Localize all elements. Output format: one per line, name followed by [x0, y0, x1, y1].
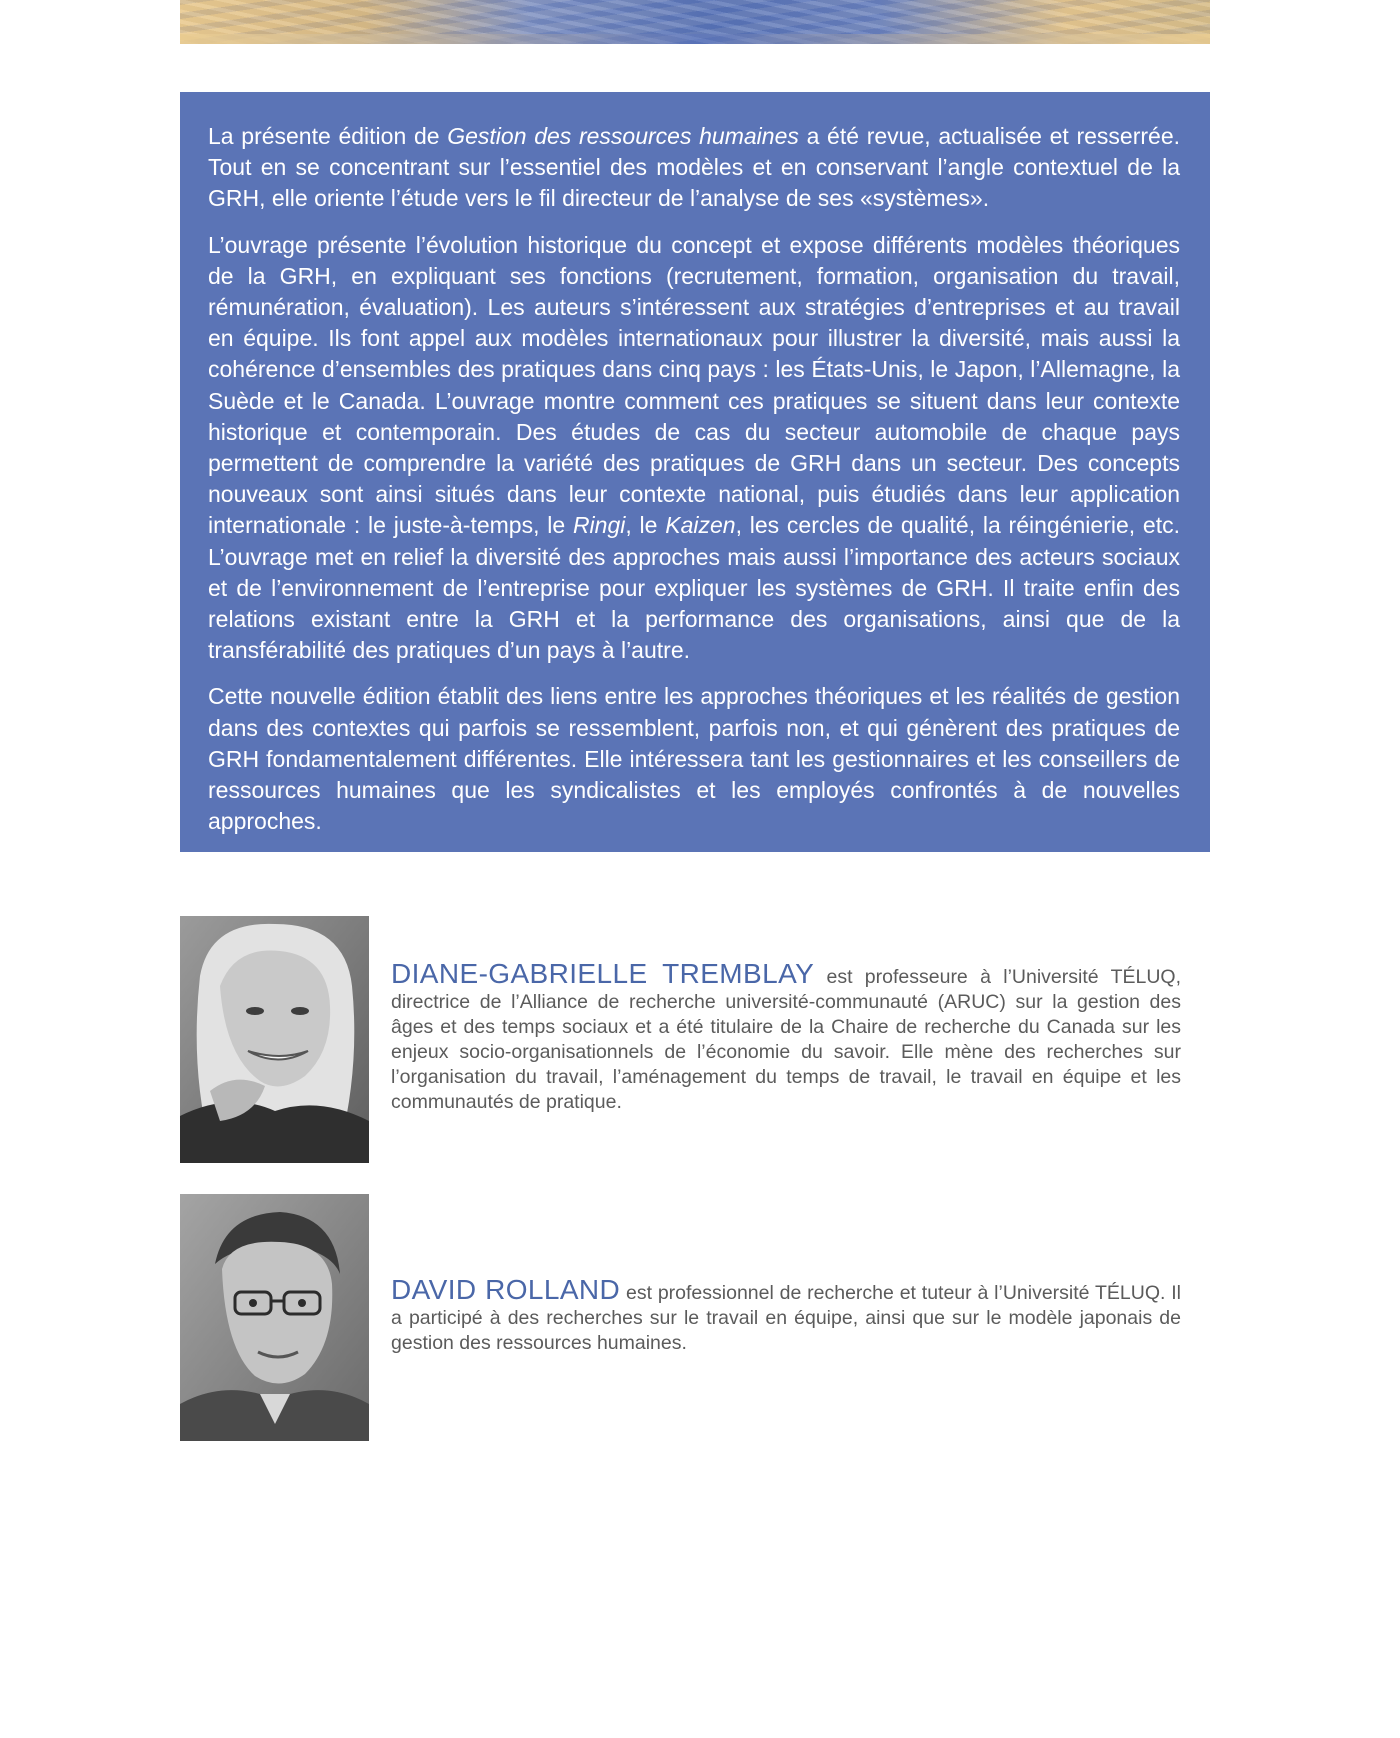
author-block-2 [180, 1194, 1210, 1441]
author-bio-text-2: est professionnel de recherche et tuteur à l’Université TÉLUQ. Il a participé à des recherches sur le travail en équipe, ainsi que sur le modèle japonais de gestion des ressources humaines. [391, 1282, 1181, 1354]
description-paragraph-2 [208, 230, 1180, 667]
author-photo-1 [180, 916, 369, 1163]
painting-banner [180, 0, 1210, 44]
author-name-1: DIANE-GABRIELLE TREMBLAY [391, 958, 815, 989]
text-run: L’ouvrage présente l’évolution historique du concept et expose différents modèles théoriques de la GRH, en expliquant ses fonctions (recrutement, formation, organisation du travail, rémunération, évaluation). Les auteurs s’intéressent aux stratégies d’entreprises et au travail en équipe. Ils font appel aux modèles internationaux pour illustrer la diversité, mais aussi la cohérence d’ensembles des pratiques dans cinq pays : les États-Unis, le Japon, l’Allemagne, la Suède et le Canada. L’ouvrage montre comment ces pratiques se situent dans leur contexte historique et contemporain. Des études de cas du secteur automobile de chaque pays permettent de comprendre la variété des pratiques de GRH dans un secteur. Des concepts nouveaux sont ainsi situés dans leur contexte national, puis étudiés dans leur application internationale : le juste-à-temps, le [208, 231, 1180, 539]
term-ringi: Ringi [572, 512, 626, 539]
description-paragraph-1 [208, 121, 1180, 215]
text-run: La présente édition de [208, 123, 448, 149]
book-title: Gestion des ressources humaines [447, 123, 799, 149]
text-run: a été revue, actualisée et resserrée. Tout en se concentrant sur l’essentiel des modèles et en conservant l’angle contextuel de la GRH, elle oriente l’étude vers le fil directeur de l’analyse de ses «systèmes». [208, 123, 1181, 212]
author-photo-2 [180, 1194, 369, 1441]
author-bio-1 [391, 958, 1182, 1115]
description-paragraph-3: Cette nouvelle édition établit des liens entre les approches théoriques et les réalités de gestion dans des contextes qui parfois se ressemblent, parfois non, et qui génèrent des pratiques de GRH fondamentalement différentes. Elle intéressera tant les gestionnaires et les conseillers de ressources humaines que les syndicalistes et les employés confrontés à de nouvelles approches. [208, 683, 1180, 835]
woman-portrait-icon [180, 916, 369, 1163]
author-bio-2 [391, 1274, 1181, 1356]
man-portrait-icon [180, 1194, 369, 1441]
author-bio-text-1: est professeure à l’Université TÉLUQ, directrice de l’Alliance de recherche université-communauté (ARUC) sur la gestion des âges et des temps sociaux et a été titulaire de la Chaire de recherche du Canada sur les enjeux socio-organisationnels de l’économie du savoir. Elle mène des recherches sur l’organisation du travail, l’aménagement du temps de travail, le travail en équipe et les communautés de pratique. [391, 966, 1182, 1113]
description-panel [180, 92, 1210, 852]
text-run: , les cercles de qualité, la réingénierie, etc. L’ouvrage met en relief la diversité des approches mais aussi l’importance des acteurs sociaux et de l’environnement de l’entreprise pour expliquer les systèmes de GRH. Il traite enfin des relations existant entre la GRH et la performance des organisations, ainsi que de la transférabilité des pratiques d’un pays à l’autre. [208, 512, 1180, 664]
author-block-1 [180, 916, 1210, 1163]
author-name-2: DAVID ROLLAND [391, 1274, 621, 1305]
text-run: , le [625, 512, 666, 539]
term-kaizen: Kaizen [665, 512, 736, 539]
